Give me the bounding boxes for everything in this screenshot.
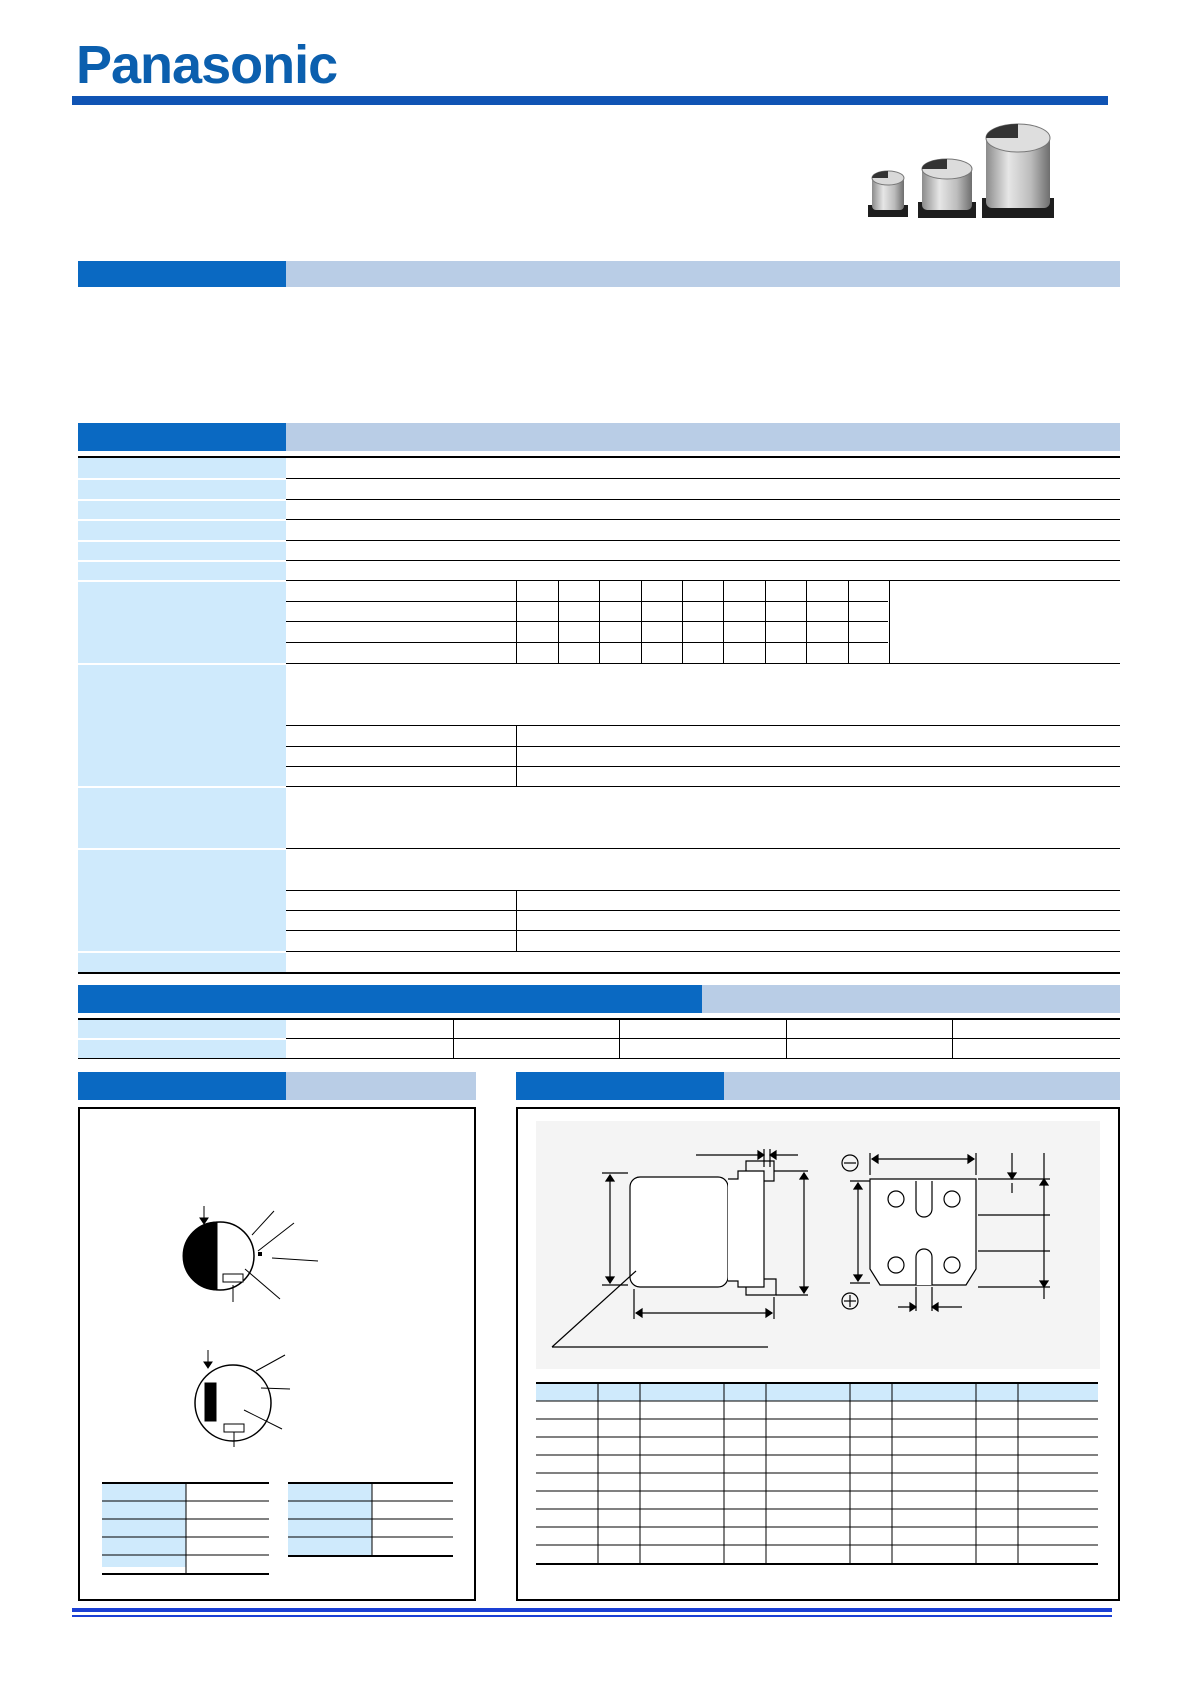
footer-rule: [72, 1608, 1112, 1612]
section-header-2: [78, 423, 286, 451]
footer-rule-thin: [72, 1615, 1112, 1617]
marking-circle-2: [195, 1350, 290, 1447]
dimensions-table: [536, 1383, 1098, 1564]
marking-diagram: [80, 1109, 474, 1599]
frequency-table: [78, 1018, 1120, 1060]
product-photo: [860, 122, 1060, 242]
dimensions-drawing: [518, 1109, 1118, 1599]
capacitor-medium-icon: [918, 159, 976, 218]
specifications-table: [78, 456, 1120, 976]
section-header-3-band: [702, 985, 1120, 1013]
section-header-3: [78, 985, 702, 1013]
panasonic-logo: Panasonic: [76, 35, 338, 95]
spec-label-column: [78, 458, 286, 973]
section-header-1-band: [286, 261, 1120, 287]
marking-panel: [78, 1107, 476, 1601]
marking-circle-1: [183, 1206, 318, 1302]
capacitor-small-icon: [868, 171, 908, 217]
section-header-5: [516, 1072, 724, 1100]
section-header-4-band: [286, 1072, 476, 1100]
section-header-2-band: [286, 423, 1120, 451]
marking-table-left: [102, 1483, 269, 1574]
marking-table-right: [288, 1483, 453, 1557]
section-header-5-band: [724, 1072, 1120, 1100]
dimensions-panel: [516, 1107, 1120, 1601]
header-rule: [72, 96, 1108, 105]
capacitor-large-icon: [982, 124, 1054, 218]
section-header-4: [78, 1072, 286, 1100]
section-header-1: [78, 261, 286, 287]
